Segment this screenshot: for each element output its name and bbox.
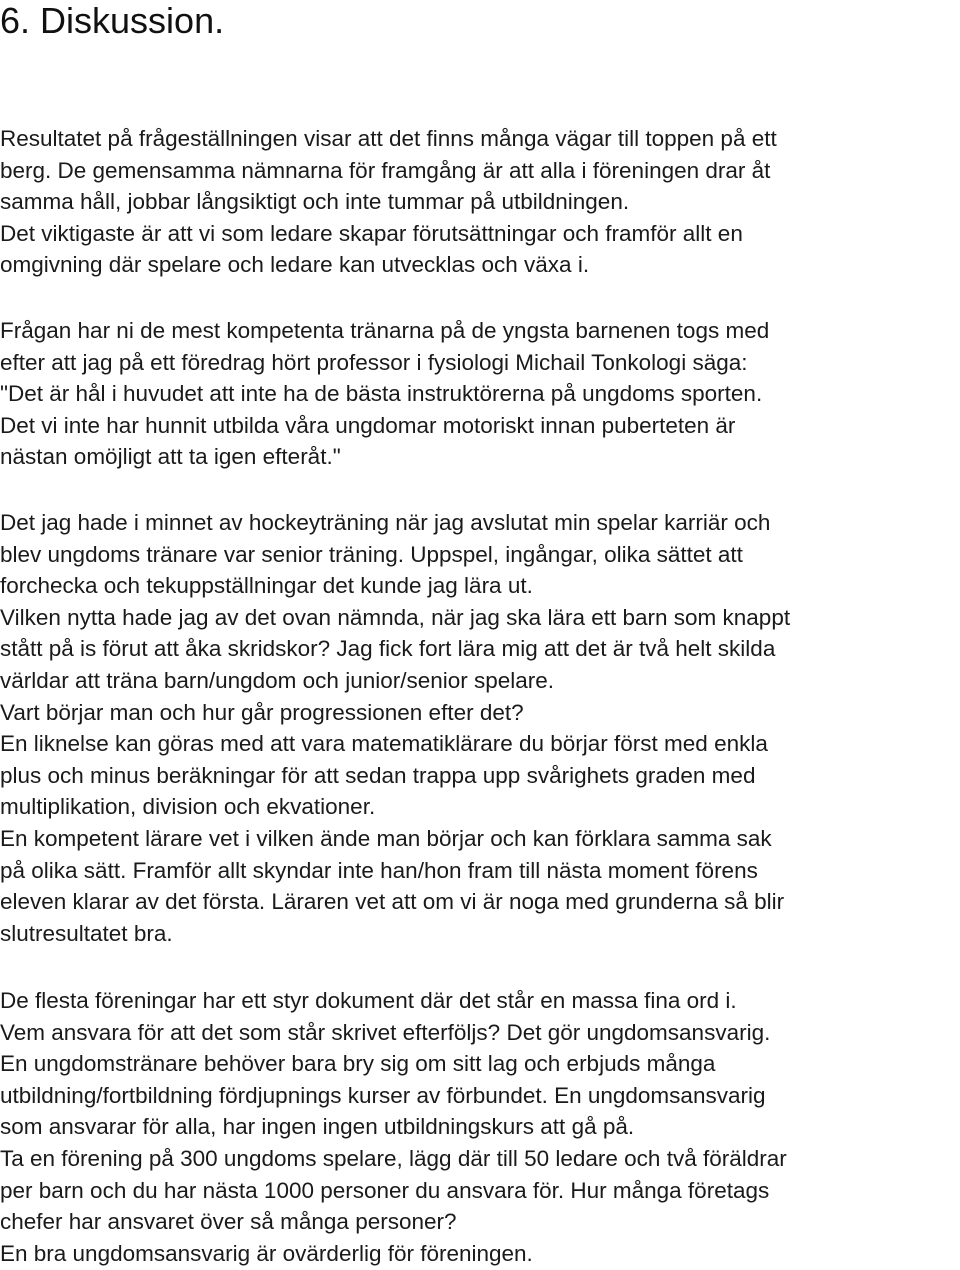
text-line: efter att jag på ett föredrag hört professor i fysiologi Michail Tonkologi säga: xyxy=(0,349,748,375)
text-line: omgivning där spelare och ledare kan utvecklas och växa i. xyxy=(0,252,590,278)
text-line: plus och minus beräkningar för att sedan trappa upp svårighets graden med xyxy=(0,762,756,788)
text-line: En bra ungdomsansvarig är ovärderlig för föreningen. xyxy=(0,1240,533,1266)
text-line: chefer har ansvaret över så många personer? xyxy=(0,1209,457,1235)
text-line: eleven klarar av det första. Läraren vet att om vi är noga med grunderna så blir xyxy=(0,889,785,915)
paragraph xyxy=(0,315,769,473)
text-line: berg. De gemensamma nämnarna för framgång är att alla i föreningen drar åt xyxy=(0,157,771,183)
text-line: Vem ansvara för att det som står skrivet efterföljs? Det gör ungdomsansvarig. xyxy=(0,1019,771,1045)
text-line: per barn och du har nästa 1000 personer du ansvara för. Hur många företags xyxy=(0,1177,770,1203)
text-line: De flesta föreningar har ett styr dokument där det står en massa fina ord i. xyxy=(0,988,737,1013)
text-line: En ungdomstränare behöver bara bry sig om sitt lag och erbjuds många xyxy=(0,1051,716,1077)
paragraph xyxy=(0,123,777,281)
paragraph xyxy=(0,985,787,1269)
text-line: samma håll, jobbar långsiktigt och inte tummar på utbildningen. xyxy=(0,189,630,215)
text-line: Det viktigaste är att vi som ledare skapar förutsättningar och framför allt en xyxy=(0,220,743,246)
text-line: multiplikation, division och ekvationer. xyxy=(0,794,376,820)
text-line: Resultatet på frågeställningen visar att det finns många vägar till toppen på ett xyxy=(0,126,777,151)
text-line: blev ungdoms tränare var senior träning. Uppspel, ingångar, olika sättet att xyxy=(0,541,743,567)
text-line: En kompetent lärare vet i vilken ände man börjar och kan förklara samma sak xyxy=(0,825,772,851)
text-line: Det vi inte har hunnit utbilda våra ungdomar motoriskt innan puberteten är xyxy=(0,412,736,438)
text-line: En liknelse kan göras med att vara matematiklärare du börjar först med enkla xyxy=(0,731,768,757)
section-heading: 6. Diskussion. xyxy=(0,0,225,41)
text-line: "Det är hål i huvudet att inte ha de bästa instruktörerna på ungdoms sporten. xyxy=(0,381,763,407)
text-line: stått på is förut att åka skridskor? Jag fick fort lära mig att det är två helt skilda xyxy=(0,636,776,662)
text-line: på olika sätt. Framför allt skyndar inte han/hon fram till nästa moment förens xyxy=(0,857,758,883)
text-line: nästan omöjligt att ta igen efteråt." xyxy=(0,444,341,470)
paragraph xyxy=(0,507,790,949)
text-line: Vart börjar man och hur går progressionen efter det? xyxy=(0,699,524,725)
text-line: forchecka och tekuppställningar det kunde jag lära ut. xyxy=(0,573,533,599)
text-line: som ansvarar för alla, har ingen ingen utbildningskurs att gå på. xyxy=(0,1114,635,1140)
text-line: världar att träna barn/ungdom och junior/senior spelare. xyxy=(0,667,555,693)
text-line: Det jag hade i minnet av hockeyträning när jag avslutat min spelar karriär och xyxy=(0,510,771,535)
text-line: Vilken nytta hade jag av det ovan nämnda, när jag ska lära ett barn som knappt xyxy=(0,604,791,630)
text-line: Ta en förening på 300 ungdoms spelare, lägg där till 50 ledare och två föräldrar xyxy=(0,1145,787,1171)
text-line: Frågan har ni de mest kompetenta tränarna på de yngsta barnenen togs med xyxy=(0,318,770,343)
text-line: slutresultatet bra. xyxy=(0,920,173,946)
text-line: utbildning/fortbildning fördjupnings kurser av förbundet. En ungdomsansvarig xyxy=(0,1082,766,1108)
